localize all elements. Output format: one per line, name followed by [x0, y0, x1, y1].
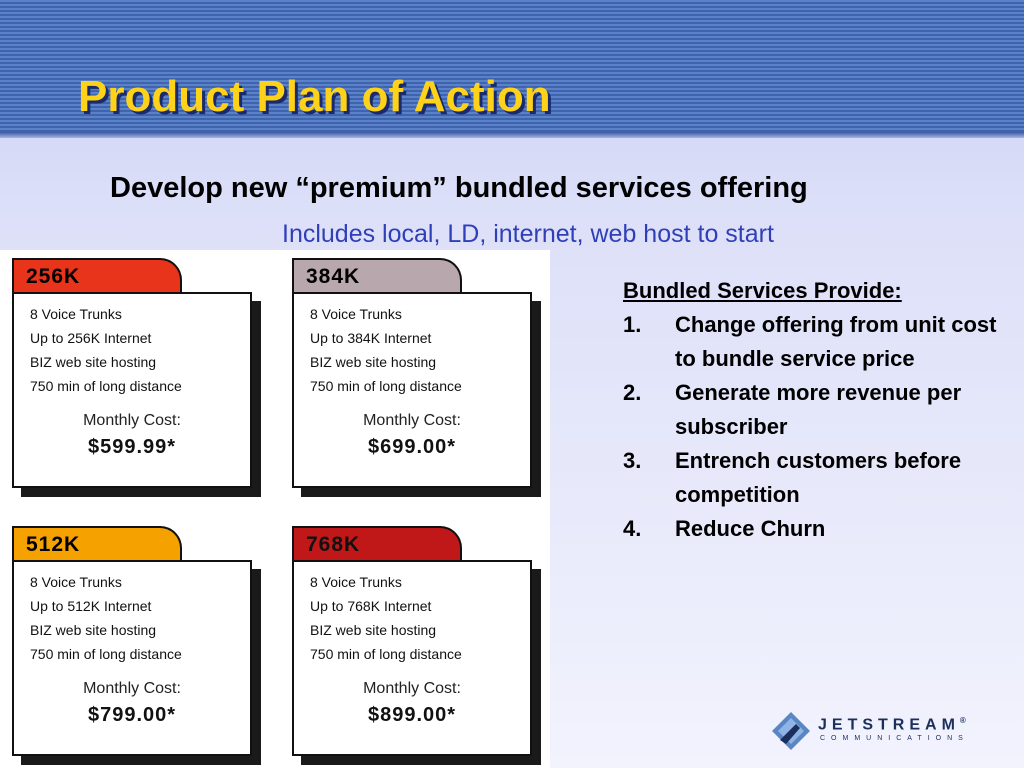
plan-tab: 512K — [12, 526, 182, 570]
plan-tab: 768K — [292, 526, 462, 570]
plans-panel — [0, 250, 550, 768]
logo-subtitle: COMMUNICATIONS — [820, 735, 969, 742]
list-item-text: Change offering from unit cost to bundle service price — [675, 312, 997, 371]
plan-cost: $799.00* — [87, 704, 177, 726]
plan-card-512k — [12, 526, 282, 766]
plan-features — [14, 562, 250, 666]
slide-title: Product Plan of Action — [78, 72, 551, 121]
plan-cost-label: Monthly Cost: — [83, 680, 181, 697]
plan-body — [12, 560, 252, 756]
list-item-text: Generate more revenue per subscriber — [675, 380, 962, 439]
plan-feature: Up to 512K Internet — [30, 598, 152, 614]
slide-subline: Includes local, LD, internet, web host to start — [282, 220, 774, 248]
slide-subtitle: Develop new “premium” bundled services offering — [110, 172, 808, 204]
plan-feature: 8 Voice Trunks — [30, 306, 122, 322]
plan-feature: 8 Voice Trunks — [310, 306, 402, 322]
plan-card-384k — [292, 258, 562, 498]
plan-card-768k — [292, 526, 562, 766]
plan-cost-label: Monthly Cost: — [83, 412, 181, 429]
list-item-text: Entrench customers before competition — [675, 448, 962, 507]
jetstream-logo-icon — [770, 710, 812, 752]
plan-feature: BIZ web site hosting — [310, 354, 437, 370]
plan-feature: BIZ web site hosting — [30, 354, 157, 370]
plan-feature: 750 min of long distance — [310, 646, 462, 662]
jetstream-logo — [770, 710, 1010, 756]
plan-feature: BIZ web site hosting — [310, 622, 437, 638]
plan-body — [12, 292, 252, 488]
plan-feature: BIZ web site hosting — [30, 622, 157, 638]
benefits-section — [623, 278, 1013, 546]
logo-name — [818, 716, 966, 734]
plan-cost-label: Monthly Cost: — [363, 412, 461, 429]
list-item — [623, 308, 1013, 376]
plan-cost: $699.00* — [367, 436, 457, 458]
registered-mark: ® — [959, 716, 966, 725]
plan-feature: Up to 384K Internet — [310, 330, 432, 346]
list-item-text: Reduce Churn — [675, 516, 826, 541]
plan-cost: $599.99* — [87, 436, 177, 458]
plan-cost-label: Monthly Cost: — [363, 680, 461, 697]
list-item-number: 3. — [623, 448, 642, 473]
plan-feature: 750 min of long distance — [30, 378, 182, 394]
plan-feature: 750 min of long distance — [30, 646, 182, 662]
list-item — [623, 512, 1013, 546]
plan-tab: 256K — [12, 258, 182, 302]
list-item-number: 1. — [623, 312, 642, 337]
plan-feature: Up to 768K Internet — [310, 598, 432, 614]
plan-cost: $899.00* — [367, 704, 457, 726]
plan-card-256k — [12, 258, 282, 498]
list-item — [623, 376, 1013, 444]
benefits-list — [623, 308, 1013, 546]
list-item-number: 2. — [623, 380, 642, 405]
plan-feature: 8 Voice Trunks — [30, 574, 122, 590]
plan-feature: Up to 256K Internet — [30, 330, 152, 346]
plan-body — [292, 560, 532, 756]
logo-name-text: JETSTREAM — [818, 716, 960, 734]
benefits-heading: Bundled Services Provide: — [623, 278, 902, 303]
list-item — [623, 444, 1013, 512]
list-item-number: 4. — [623, 516, 642, 541]
plan-features — [294, 562, 530, 666]
plan-features — [294, 294, 530, 398]
plan-body — [292, 292, 532, 488]
plan-feature: 750 min of long distance — [310, 378, 462, 394]
plan-feature: 8 Voice Trunks — [310, 574, 402, 590]
plan-tab: 384K — [292, 258, 462, 302]
plan-features — [14, 294, 250, 398]
